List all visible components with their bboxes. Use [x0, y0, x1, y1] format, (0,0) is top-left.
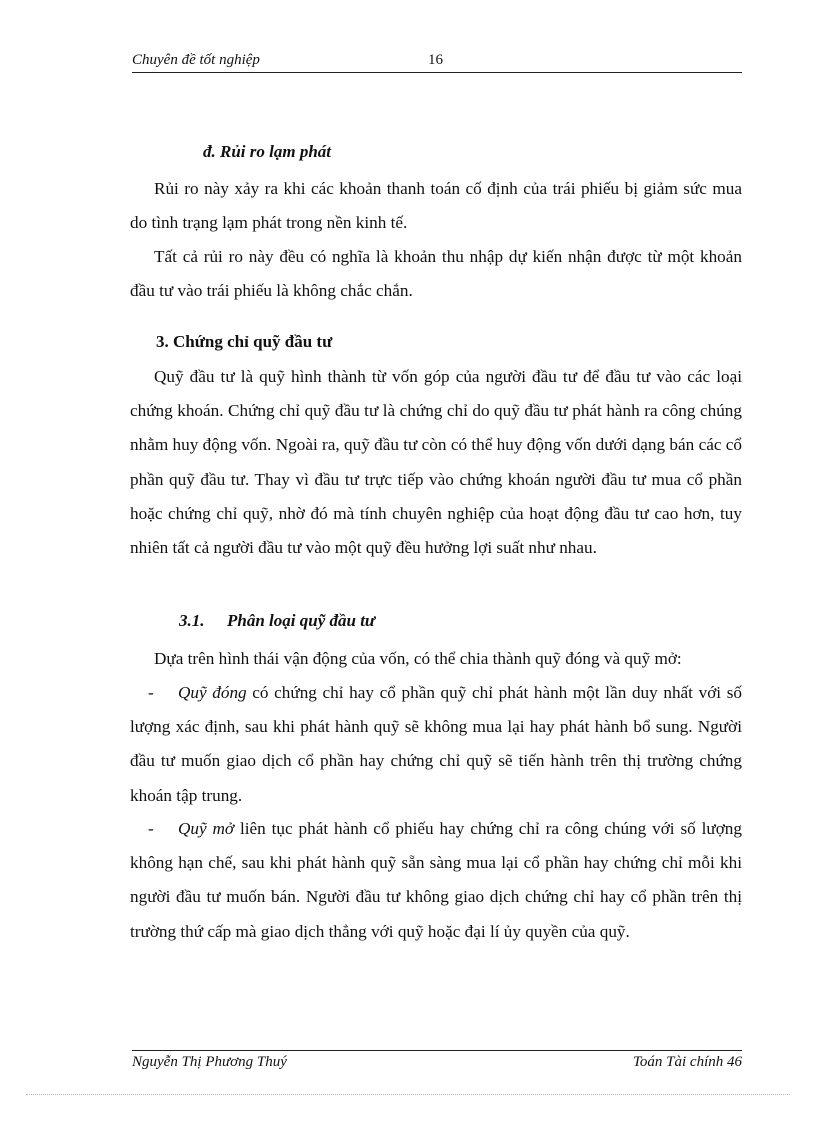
page-number: 16 [428, 52, 443, 68]
paragraph-fund-definition [130, 360, 742, 565]
subsection-heading-fund-types [179, 611, 375, 631]
paragraph-inflation-risk [130, 172, 742, 240]
header-rule [132, 72, 742, 73]
bullet-dash: - [148, 683, 154, 702]
header-title: Chuyên đề tốt nghiệp [132, 52, 260, 68]
list-item-closed-fund [130, 676, 742, 813]
paragraph-fund-classification [130, 642, 742, 676]
section-heading-inflation-risk: đ. Rủi ro lạm phát [203, 142, 332, 161]
subsection-number: 3.1. [179, 611, 205, 630]
footer-rule [132, 1050, 742, 1051]
paragraph-text: Dựa trên hình thái vận động của vốn, có thể chia thành quỹ đóng và quỹ mở: [154, 649, 682, 668]
page-bottom-dotted-line [26, 1094, 790, 1095]
paragraph-text: Tất cả rủi ro này đều có nghĩa là khoản thu nhập dự kiến nhận được từ một khoản đầu tư vào trái phiếu là không chắc chắn. [130, 247, 742, 301]
bullet-term: Quỹ đóng [178, 683, 247, 702]
bullet-text: liên tục phát hành cổ phiếu hay chứng chỉ ra công chúng với số lượng không hạn chế, sau khi phát hành quỹ sẵn sàng mua lại cổ phần hay chứng chỉ mỗi khi người đầu tư muốn bán. Người đầu tư không giao dịch chứng chỉ hay cổ phần trên thị trường thứ cấp mà giao dịch thẳng với quỹ hoặc đại lí ủy quyền của quỹ. [130, 819, 742, 941]
subsection-title: Phân loại quỹ đầu tư [227, 611, 376, 630]
bullet-text: có chứng chỉ hay cổ phần quỹ chỉ phát hành một lần duy nhất với số lượng xác định, sau khi phát hành quỹ sẽ không mua lại hay phát hành bổ sung. Người đầu tư muốn giao dịch cổ phần hay chứng chỉ quỹ sẽ tiến hành trên thị trường chứng khoán tập trung. [130, 683, 742, 805]
section-heading-fund-certificates: 3. Chứng chỉ quỹ đầu tư [156, 332, 333, 351]
footer-class: Toán Tài chính 46 [632, 1054, 742, 1070]
bullet-dash: - [148, 819, 154, 838]
footer-author: Nguyễn Thị Phương Thuý [132, 1054, 287, 1070]
bullet-term: Quỹ mở [178, 819, 235, 838]
paragraph-text: Quỹ đầu tư là quỹ hình thành từ vốn góp của người đầu tư để đầu tư vào các loại chứng khoán. Chứng chỉ quỹ đầu tư là chứng chỉ do quỹ đầu tư phát hành ra công chúng nhằm huy động vốn. Ngoài ra, quỹ đầu tư còn có thể huy động vốn dưới dạng bán các cổ phần quỹ đầu tư. Thay vì đầu tư trực tiếp vào chứng khoán người đầu tư mua cổ phần hoặc chứng chỉ quỹ, nhờ đó mà tính chuyên nghiệp của hoạt động đầu tư cao hơn, tuy nhiên tất cả người đầu tư vào một quỹ đều hưởng lợi suất như nhau. [130, 367, 742, 558]
list-item-open-fund [130, 812, 742, 949]
paragraph-text: Rủi ro này xảy ra khi các khoản thanh toán cố định của trái phiếu bị giảm sức mua do tình trạng lạm phát trong nền kinh tế. [130, 179, 742, 233]
paragraph-risk-summary [130, 240, 742, 308]
